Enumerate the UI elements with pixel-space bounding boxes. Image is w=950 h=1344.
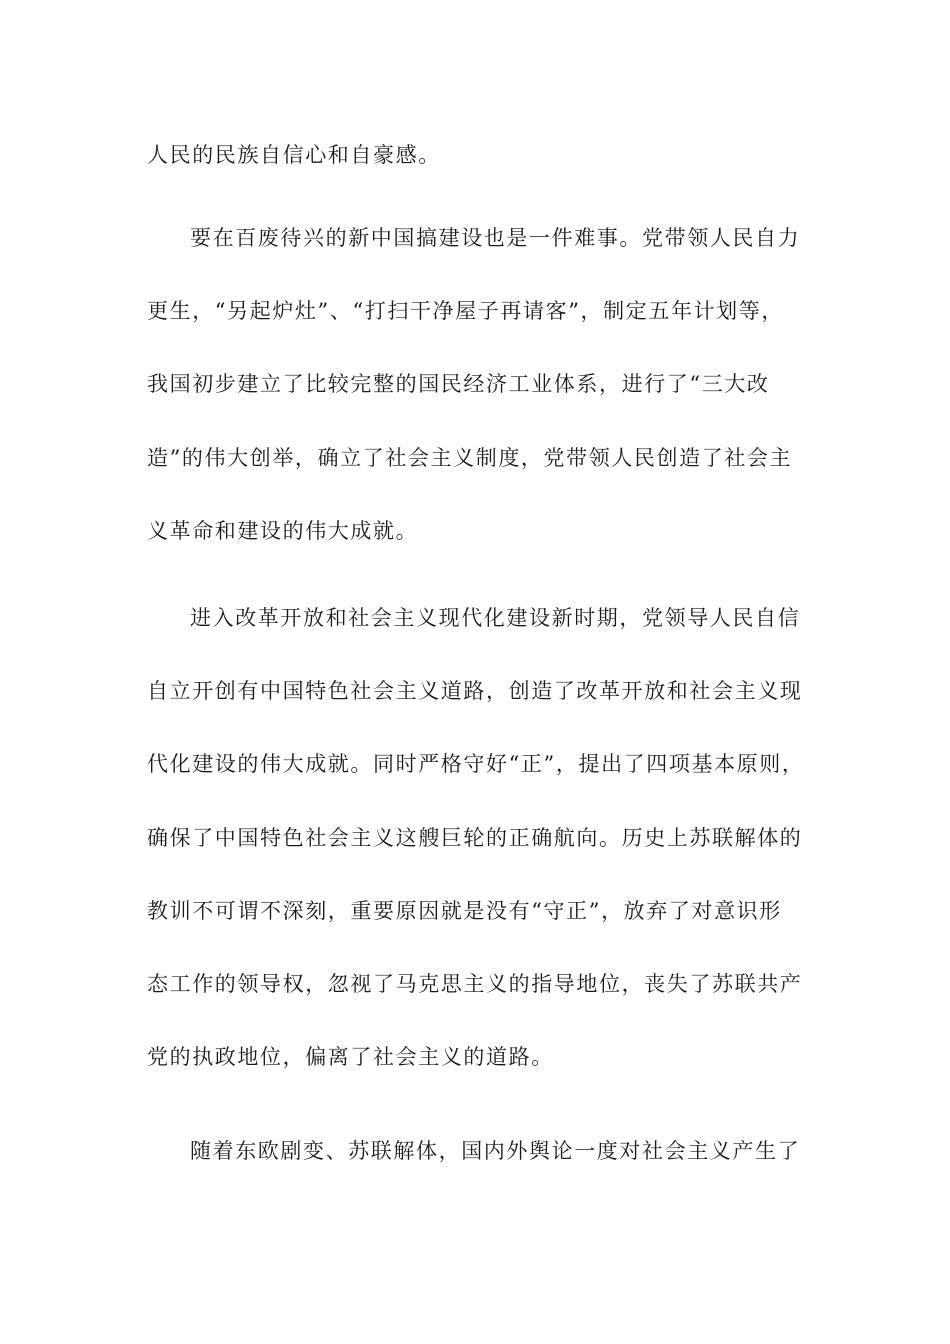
text-line-11: 教训不可谓不深刻，重要原因就是没有“守正”，放弃了对意识形 [147,899,782,923]
text-line-2: 要在百废待兴的新中国搞建设也是一件难事。党带领人民自力 [190,226,801,250]
text-line-5: 造”的伟大创举，确立了社会主义制度，党带领人民创造了社会主 [147,446,793,470]
text-line-14: 随着东欧剧变、苏联解体，国内外舆论一度对社会主义产生了 [190,1139,801,1163]
text-line-8: 自立开创有中国特色社会主义道路，创造了改革开放和社会主义现 [147,679,803,703]
text-line-1: 人民的民族自信心和自豪感。 [147,143,441,167]
text-line-13: 党的执政地位，偏离了社会主义的道路。 [147,1045,554,1069]
text-line-7: 进入改革开放和社会主义现代化建设新时期，党领导人民自信 [190,606,801,630]
text-line-9: 代化建设的伟大成就。同时严格守好“正”，提出了四项基本原则， [147,752,805,776]
text-line-12: 态工作的领导权，忽视了马克思主义的指导地位，丧失了苏联共产 [147,972,803,996]
text-line-4: 我国初步建立了比较完整的国民经济工业体系，进行了“三大改 [147,372,770,396]
text-line-10: 确保了中国特色社会主义这艘巨轮的正确航向。历史上苏联解体的 [147,826,803,850]
text-line-6: 义革命和建设的伟大成就。 [147,519,419,543]
text-line-3: 更生，“另起炉灶”、“打扫干净屋子再请客”，制定五年计划等， [147,299,784,323]
